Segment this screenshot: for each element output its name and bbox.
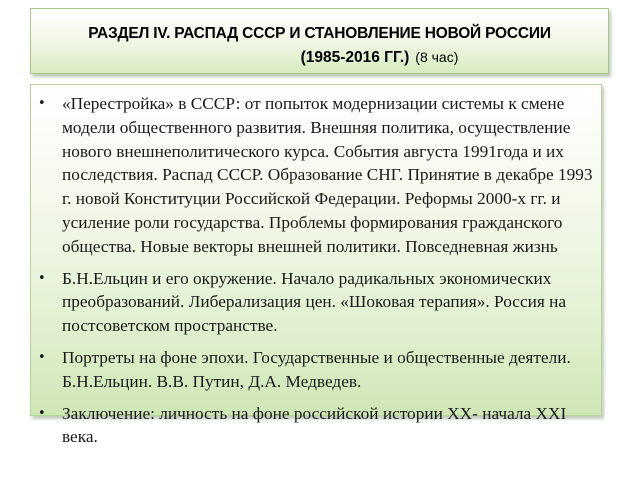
bullet-icon: • bbox=[38, 405, 46, 421]
list-item bbox=[30, 92, 600, 259]
list-item-text: Заключение: личность на фоне российской истории ХХ- начала ХХI века. bbox=[62, 403, 567, 447]
bullet-icon: • bbox=[38, 349, 46, 365]
topic-list bbox=[30, 92, 600, 457]
bullet-icon: • bbox=[38, 96, 46, 111]
title-line-1: РАЗДЕЛ IV. РАСПАД СССР И СТАНОВЛЕНИЕ НОВОЙ РОССИИ bbox=[88, 25, 551, 42]
list-item-text: Б.Н.Ельцин и его окружение. Начало радикальных экономических преобразований. Либерализация цен. «Шоковая терапия». Россия на постсоветском пространстве. bbox=[62, 268, 567, 336]
title-hours: (8 час) bbox=[415, 49, 459, 65]
list-item-text: «Перестройка» в СССР: от попыток модернизации системы к смене модели общественного развития. Внешняя политика, осуществление нового внешнеполитического курса. События августа 1991года и их последствия. Распад СССР. Образование СНГ. Принятие в декабре 1993 г. новой Конституции Российской Федерации. Реформы 2000-х гг. и усиление роли государства. Проблемы формирования гражданского общества. Новые векторы внешней политики. Повседневная жизнь bbox=[62, 94, 593, 256]
title-years: (1985-2016 ГГ.) bbox=[300, 49, 410, 66]
title-box bbox=[30, 8, 609, 74]
list-item bbox=[30, 267, 600, 338]
list-item-text: Портреты на фоне эпохи. Государственные и общественные деятели. Б.Н.Ельцин. В.В. Путин, Д.А. Медведев. bbox=[62, 347, 571, 391]
list-item bbox=[30, 346, 600, 394]
title-line-2 bbox=[31, 49, 608, 67]
list-item bbox=[30, 402, 600, 450]
bullet-icon: • bbox=[38, 270, 46, 286]
